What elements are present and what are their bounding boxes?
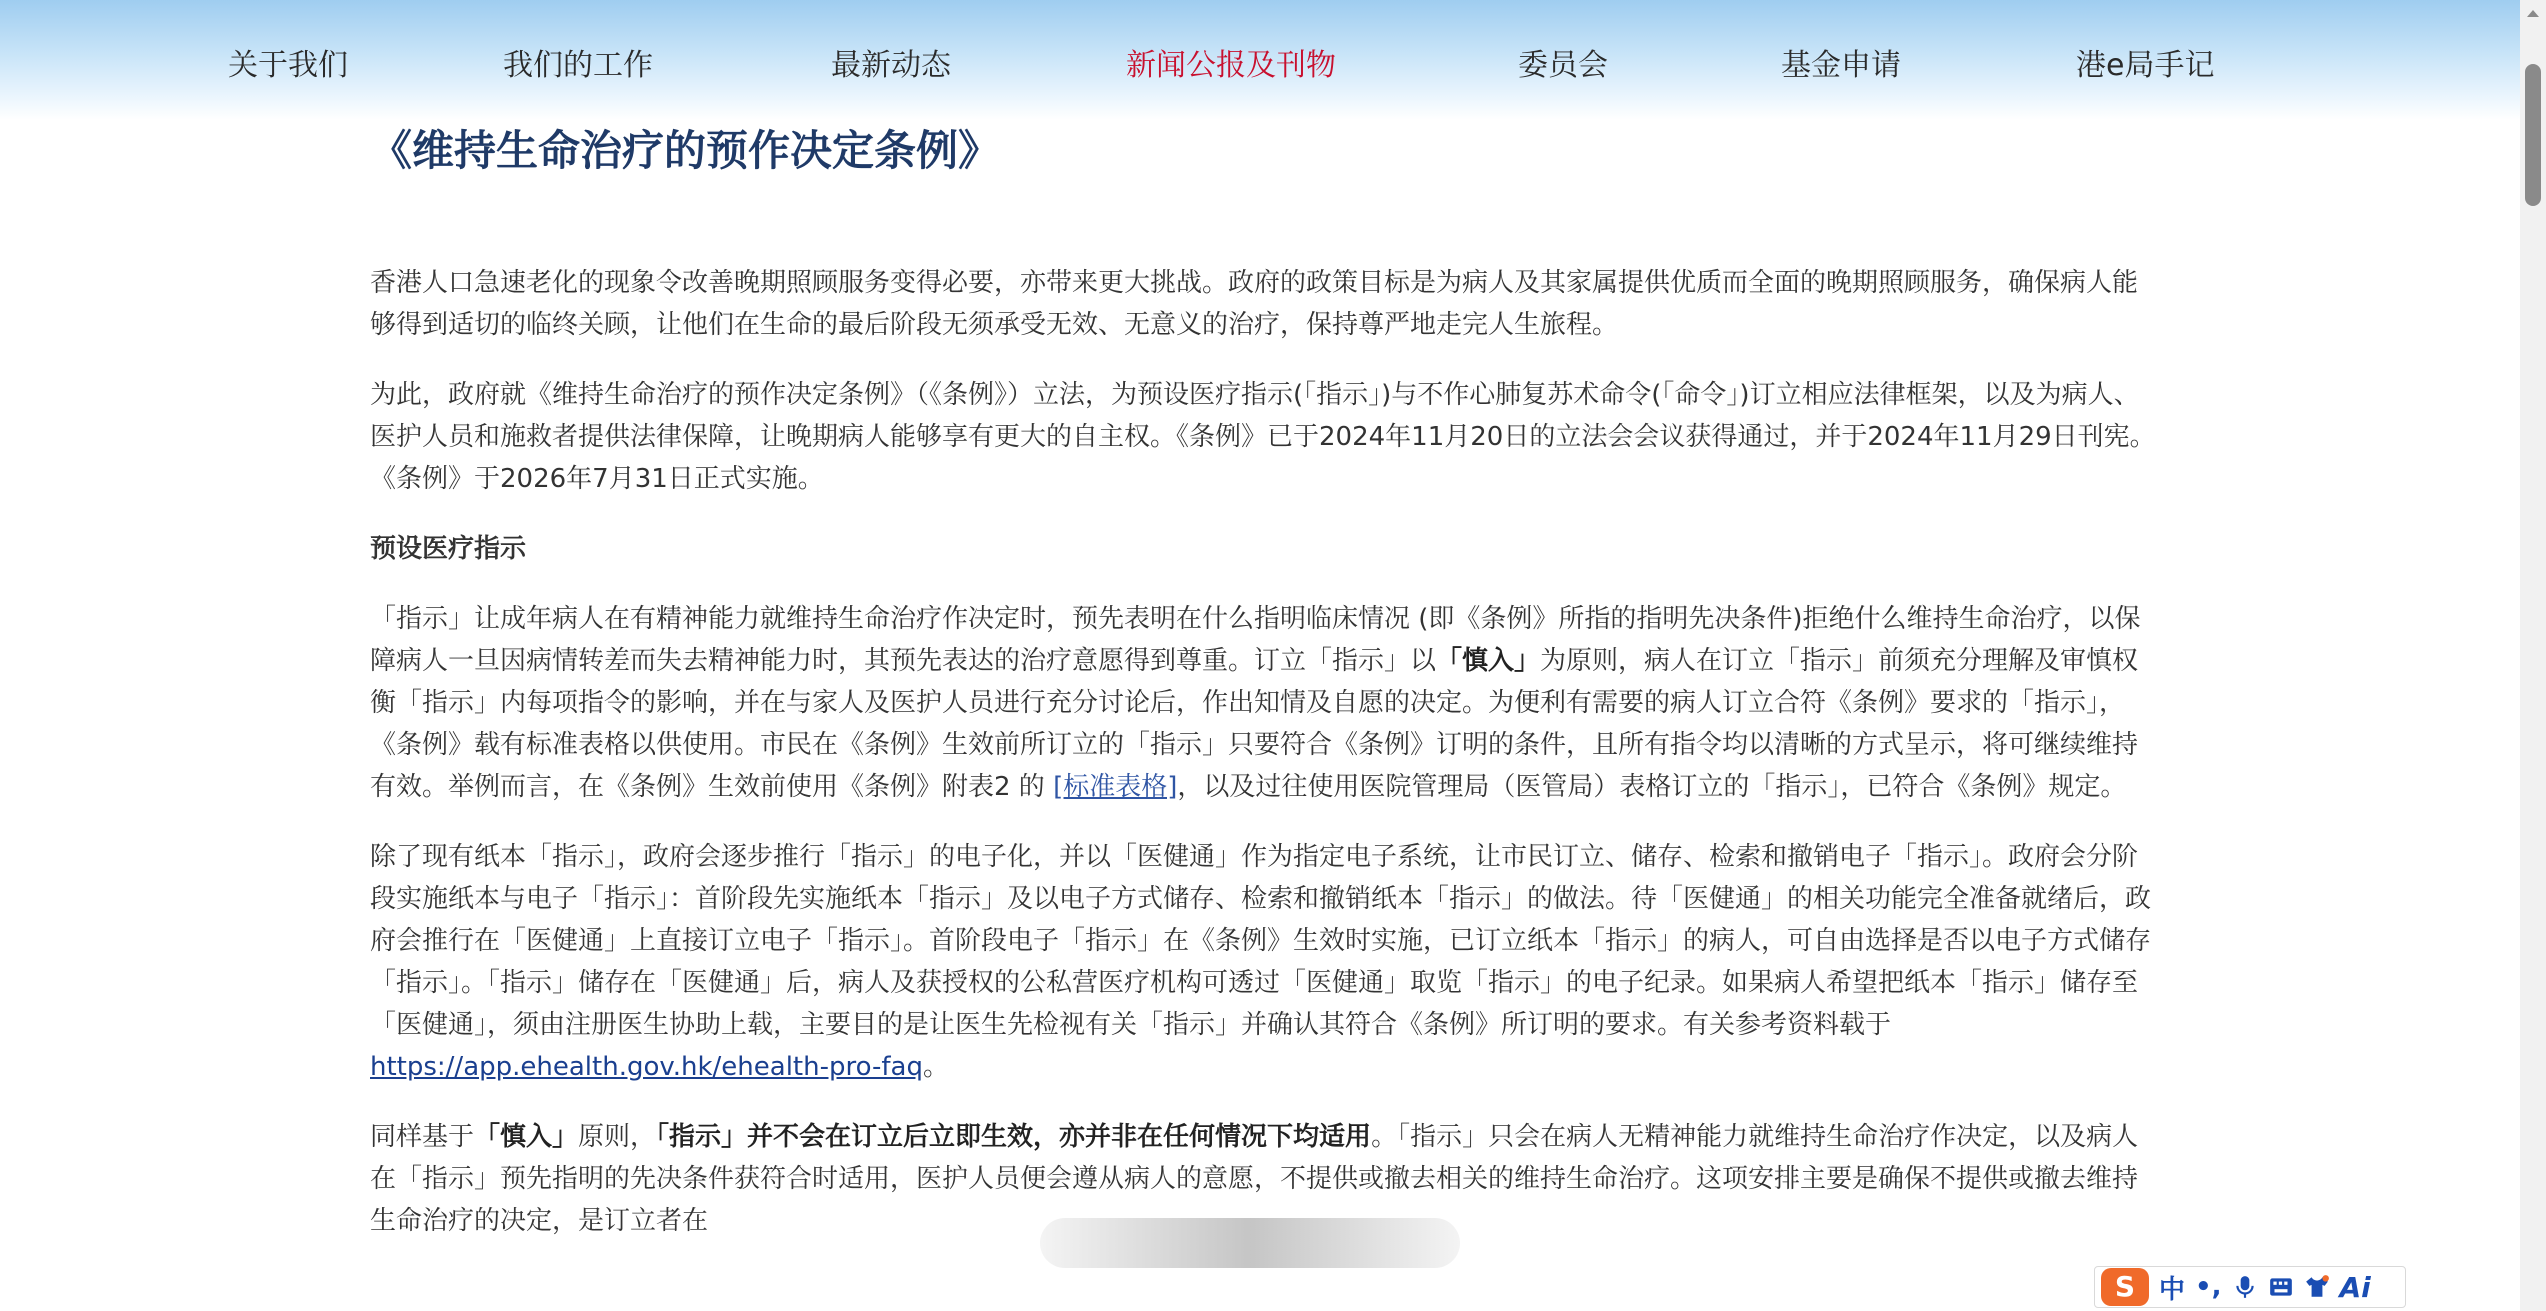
ime-ai-button[interactable]: Ai (2339, 1270, 2371, 1304)
paragraph-ordinance: 为此，政府就《维持生命治疗的预作决定条例》（《条例》）立法，为预设医疗指示(「指示」)与不作心肺复苏术命令(「命令」)订立相应法律框架，以及为病人、医护人员和施救者提供法律保障，让晚期病人能够享有更大的自主权。《条例》已于2024年11月20日的立法会会议获得通过，并于2024年11月29日刊宪。《条例》于2026年7月31日正式实施。 (370, 380, 2156, 494)
bold-text: 「指示」并不会在订立后立即生效，亦并非在任何情况下均适用 (656, 1122, 1372, 1152)
bold-text: 「慎入」 (1436, 646, 1541, 676)
paragraph-text: ，以及过往使用医院管理局（医管局）表格订立的「指示」，已符合《条例》规定。 (1177, 772, 2127, 802)
top-navigation (0, 0, 2520, 120)
paragraph-text: 除了现有纸本「指示」，政府会逐步推行「指示」的电子化，并以「医健通」作为指定电子系统，让市民订立、储存、检索和撤销电子「指示」。政府会分阶段实施纸本与电子「指示」：首阶段先实施纸本「指示」及以电子方式储存、检索和撤销纸本「指示」的做法。待「医健通」的相关功能完全准备就绪后，政府会推行在「医健通」上直接订立电子「指示」。首阶段电子「指示」在《条例》生效时实施，已订立纸本「指示」的病人，可自由选择是否以电子方式储存「指示」。「指示」储存在「医健通」后，病人及获授权的公私营医疗机构可透过「医健通」取览「指示」的电子纪录。如果病人希望把纸本「指示」储存至「医健通」，须由注册医生协助上载，主要目的是让医生先检视有关「指示」并确认其符合《条例》所订明的要求。有关参考资料载于 (370, 842, 2152, 1040)
keyboard-icon[interactable] (2268, 1274, 2294, 1300)
bold-text: 「慎入」 (474, 1122, 579, 1152)
paragraph-directive (370, 598, 2156, 808)
sogou-logo-icon[interactable]: S (2101, 1268, 2149, 1306)
paragraph-intro: 香港人口急速老化的现象令改善晚期照顾服务变得必要，亦带来更大挑战。政府的政策目标是为病人及其家属提供优质而全面的晚期照顾服务，确保病人能够得到适切的临终关顾，让他们在生命的最后阶段无须承受无效、无意义的治疗，保持尊严地走完人生旅程。 (370, 268, 2139, 340)
nav-item-press-releases[interactable]: 新闻公报及刊物 (1126, 48, 1336, 83)
section-heading: 预设医疗指示 (370, 534, 527, 564)
paragraph-text: 。 (922, 1052, 949, 1082)
article-body (370, 262, 2156, 1270)
paragraph-text: 。「指示」只会在病人无精神能力就维持生命治疗作决定，以及病人在「指示」预先指明的先决条件获符合时适用，医护人员便会遵从病人的意愿，不提供或撤去相关的维持生命治疗。这项安排主要是确保不提供或撤去维持生命治疗的决定，是订立者在 (370, 1122, 2139, 1236)
paragraph-text: 原则， (578, 1122, 657, 1152)
nav-item-blog[interactable]: 港e局手记 (2076, 48, 2215, 83)
skin-shirt-icon[interactable] (2304, 1274, 2330, 1300)
vertical-scrollbar[interactable] (2520, 0, 2546, 1311)
paragraph-text: 为原则，病人在订立「指示」前须充分理解及审慎权衡「指示」内每项指令的影响，并在与家人及医护人员进行充分讨论后，作出知情及自愿的决定。为便利有需要的病人订立合符《条例》要求的「指示」，《条例》载有标准表格以供使用。市民在《条例》生效前所订立的「指示」只要符合《条例》订明的条件，且所有指令均以清晰的方式呈示，将可继续维持有效。举例而言，在《条例》生效前使用《条例》附表2 的 (370, 646, 2139, 802)
paragraph-text: 同样基于 (370, 1122, 475, 1152)
scroll-up-arrow-icon[interactable] (2520, 0, 2546, 26)
nav-item-latest-news[interactable]: 最新动态 (831, 48, 951, 83)
standard-form-link[interactable]: [标准表格] (1053, 772, 1178, 802)
ime-toolbar[interactable] (2094, 1266, 2406, 1308)
microphone-icon[interactable] (2232, 1274, 2258, 1300)
ehealth-faq-link[interactable]: https://app.ehealth.gov.hk/ehealth-pro-faq (370, 1052, 923, 1082)
paragraph-text: 「指示」让成年病人在有精神能力就维持生命治疗作决定时，预先表明在什么指明临床情况 (即《条例》所指的指明先决条件)拒绝什么维持生命治疗，以保障病人一旦因病情转差而失去精神能力时，其预先表达的治疗意愿得到尊重。订立「指示」以 (370, 604, 2141, 676)
ime-punctuation-toggle[interactable]: •, (2195, 1272, 2222, 1302)
scrollbar-thumb[interactable] (2525, 64, 2541, 206)
ime-language-toggle[interactable]: 中 (2159, 1274, 2186, 1305)
page-title: 《维持生命治疗的预作决定条例》 (370, 126, 1001, 175)
paragraph-electronic (370, 836, 2156, 1088)
nav-item-committees[interactable]: 委员会 (1518, 48, 1608, 83)
nav-item-about-us[interactable]: 关于我们 (228, 48, 348, 83)
nav-item-our-work[interactable]: 我们的工作 (503, 48, 653, 83)
blurred-overlay (1040, 1218, 1460, 1268)
nav-item-funding[interactable]: 基金申请 (1781, 48, 1901, 83)
